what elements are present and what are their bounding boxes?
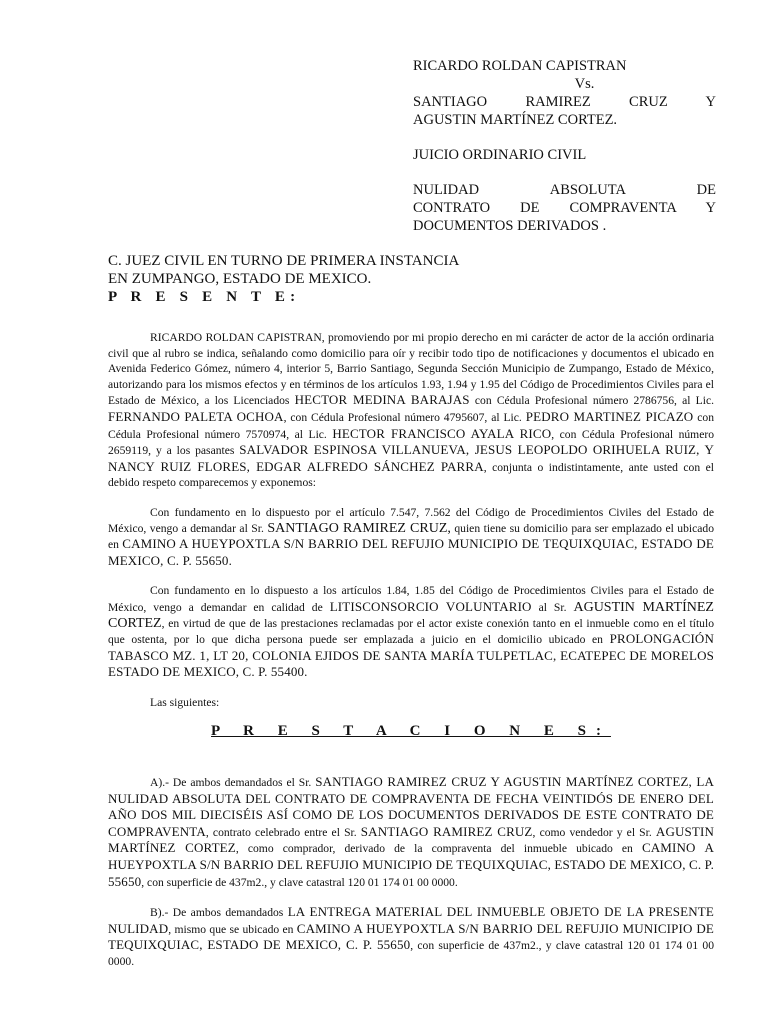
- paragraph-following: Las siguientes:: [150, 695, 220, 709]
- caption-vs: Vs.: [574, 76, 595, 92]
- court-address: [108, 252, 668, 306]
- text-run: Con fundamento en lo dispuesto por el artículo 7.547, 7.562 del Código de Procedimientos Civiles del Estado de México, vengo a demandar al Sr.: [108, 505, 714, 535]
- text-run: LA ENTREGA MATERIAL DEL INMUEBLE OBJETO DE LA PRESENTE NULIDAD: [108, 904, 714, 936]
- text-run: HECTOR FRANCISCO AYALA RICO: [332, 425, 552, 441]
- text-run: , con superficie de 437m2., y clave catastral 120 01 174 01 00 0000.: [141, 875, 458, 889]
- text-run: , con Cédula Profesional número 4795607, al Lic.: [283, 410, 526, 424]
- text-run: CAMINO A HUEYPOXTLA S/N BARRIO DEL REFUJIO MUNICIPIO DE TEQUIXQUIAC, ESTADO DE MEXICO, C. P. 55650.: [108, 536, 715, 568]
- text-run: SANTIAGO RAMIREZ CRUZ: [360, 823, 533, 839]
- caption-subject-line2: CONTRATO DE COMPRAVENTA Y: [413, 200, 716, 216]
- caption-subject-line3: DOCUMENTOS DERIVADOS .: [413, 218, 607, 234]
- paragraph-claim-b: [108, 904, 714, 969]
- text-run: , como comprador, derivado de la compraventa del inmueble ubicado en: [235, 842, 642, 856]
- text-run: HECTOR MEDINA BARAJAS: [294, 392, 470, 408]
- address-line1: C. JUEZ CIVIL EN TURNO DE PRIMERA INSTANCIA: [108, 253, 460, 269]
- caption-actor: RICARDO ROLDAN CAPISTRAN: [413, 58, 627, 74]
- text-run: , como vendedor y el Sr.: [532, 825, 656, 839]
- address-line2: EN ZUMPANGO, ESTADO DE MEXICO.: [108, 271, 372, 287]
- text-run: PEDRO MARTINEZ PICAZO: [525, 408, 694, 424]
- paragraph-claim-a: [108, 774, 714, 890]
- text-run: con Cédula Profesional número 2786756, al Lic.: [469, 394, 715, 408]
- caption-defendants-line1: SANTIAGO RAMIREZ CRUZ Y: [413, 94, 716, 110]
- text-run: , contrato celebrado entre el Sr.: [205, 825, 361, 839]
- text-run: , mismo que se ubicado en: [168, 922, 297, 936]
- text-run: SALVADOR ESPINOSA VILLANUEVA, JESUS LEOPOLDO ORIHUELA RUIZ, Y NANCY RUIZ FLORES, EDGAR ALFREDO SÁNCHEZ PARRA: [108, 442, 714, 474]
- paragraph-second-defendant: [108, 583, 714, 681]
- text-run: SANTIAGO RAMIREZ CRUZ Y AGUSTIN MARTÍNEZ CORTEZ, LA NULIDAD ABSOLUTA DEL CONTRATO DE COMPRAVENTA DE FECHA VEINTIDÓS DE ENERO DEL AÑO DOS MIL DIECISÉIS ASÍ COMO DE LOS DOCUMENTOS DERIVADOS DE ESTE CONTRATO DE COMPRAVENTA: [108, 774, 715, 839]
- text-run: , con superficie de 437m2., y clave catastral 120 01 174 01 00 0000.: [108, 939, 715, 968]
- caption-spacer: [413, 129, 716, 146]
- text-run: CAMINO A HUEYPOXTLA S/N BARRIO DEL REFUJIO MUNICIPIO DE TEQUIXQUIAC, ESTADO DE MEXICO, C. P. 55650: [108, 840, 714, 889]
- text-run: quien tiene su domicilio para ser emplazado el ubicado en: [108, 521, 715, 552]
- paragraph-first-defendant: [108, 505, 714, 569]
- text-run: , con Cédula Profesional número 2659119, y a los pasantes: [108, 427, 714, 458]
- text-run: Con fundamento en lo dispuesto a los artículos 1.84, 1.85 del Código de Procedimientos Civiles para el Estado de México, vengo a demandar en calidad de: [108, 584, 714, 614]
- text-run: PROLONGACIÓN TABASCO MZ. 1, LT 20, COLONIA EJIDOS DE SANTA MARÍA TULPETLAC, ECATEPEC DE MORELOS ESTADO DE MEXICO, C. P. 55400.: [108, 631, 714, 680]
- text-run: SANTIAGO RAMIREZ CRUZ,: [267, 520, 451, 536]
- text-run: , conjunta o indistintamente, ante usted con el debido respeto comparecemos y exponemos:: [108, 460, 714, 490]
- case-caption: [413, 57, 716, 235]
- caption-defendants-line2: AGUSTIN MARTÍNEZ CORTEZ.: [413, 112, 618, 128]
- text-run: CAMINO A HUEYPOXTLA S/N BARRIO DEL REFUJIO MUNICIPIO DE TEQUIXQUIAC, ESTADO DE MEXICO, C. P. 55650: [108, 920, 714, 953]
- section-heading-prestaciones: P R E S T A C I O N E S:: [211, 723, 611, 740]
- text-run: LITISCONSORCIO VOLUNTARIO: [329, 598, 532, 614]
- text-run: RICARDO ROLDAN CAPISTRAN, promoviendo por mi propio derecho en mi carácter de actor de la acción ordinaria civil que al rubro se indica, señalando como domicilio para oír y recibir todo tipo de notificaciones y documentos el ubicado en Avenida Federico Gómez, número 4, interior 5, Barrio Santiago, Segunda Sección Municipio de Zumpango, Estado de México, autorizando para los mismos efectos y en términos de los artículos 1.93, 1.94 y 1.95 del Código de Procedimientos Civiles para el Estado de México, a los Licenciados: [108, 331, 714, 408]
- text-run: AGUSTIN MARTÍNEZ CORTEZ: [108, 599, 714, 631]
- caption-trial-type: JUICIO ORDINARIO CIVIL: [413, 147, 587, 163]
- caption-subject-line1: NULIDAD ABSOLUTA DE: [413, 182, 716, 198]
- text-run: A).- De ambos demandados el Sr.: [150, 776, 316, 790]
- text-run: al Sr.: [531, 600, 574, 614]
- text-run: FERNANDO PALETA OCHOA: [108, 408, 284, 424]
- text-run: AGUSTIN MARTÍNEZ CORTEZ: [108, 823, 715, 856]
- address-presente: P R E S E N T E:: [108, 289, 301, 305]
- text-run: B).- De ambos demandados: [150, 906, 288, 920]
- text-run: con Cédula Profesional número 7570974, al Lic.: [108, 410, 715, 441]
- caption-spacer: [413, 164, 716, 181]
- document-body: [108, 330, 714, 984]
- text-run: , en virtud de que de las prestaciones reclamadas por el actor existe conexión tanto en el inmueble como en el título que ostenta, por lo que dicha persona puede ser emplazada a juicio en el domicilio ubicado en: [108, 616, 714, 647]
- paragraph-intro: [108, 330, 714, 491]
